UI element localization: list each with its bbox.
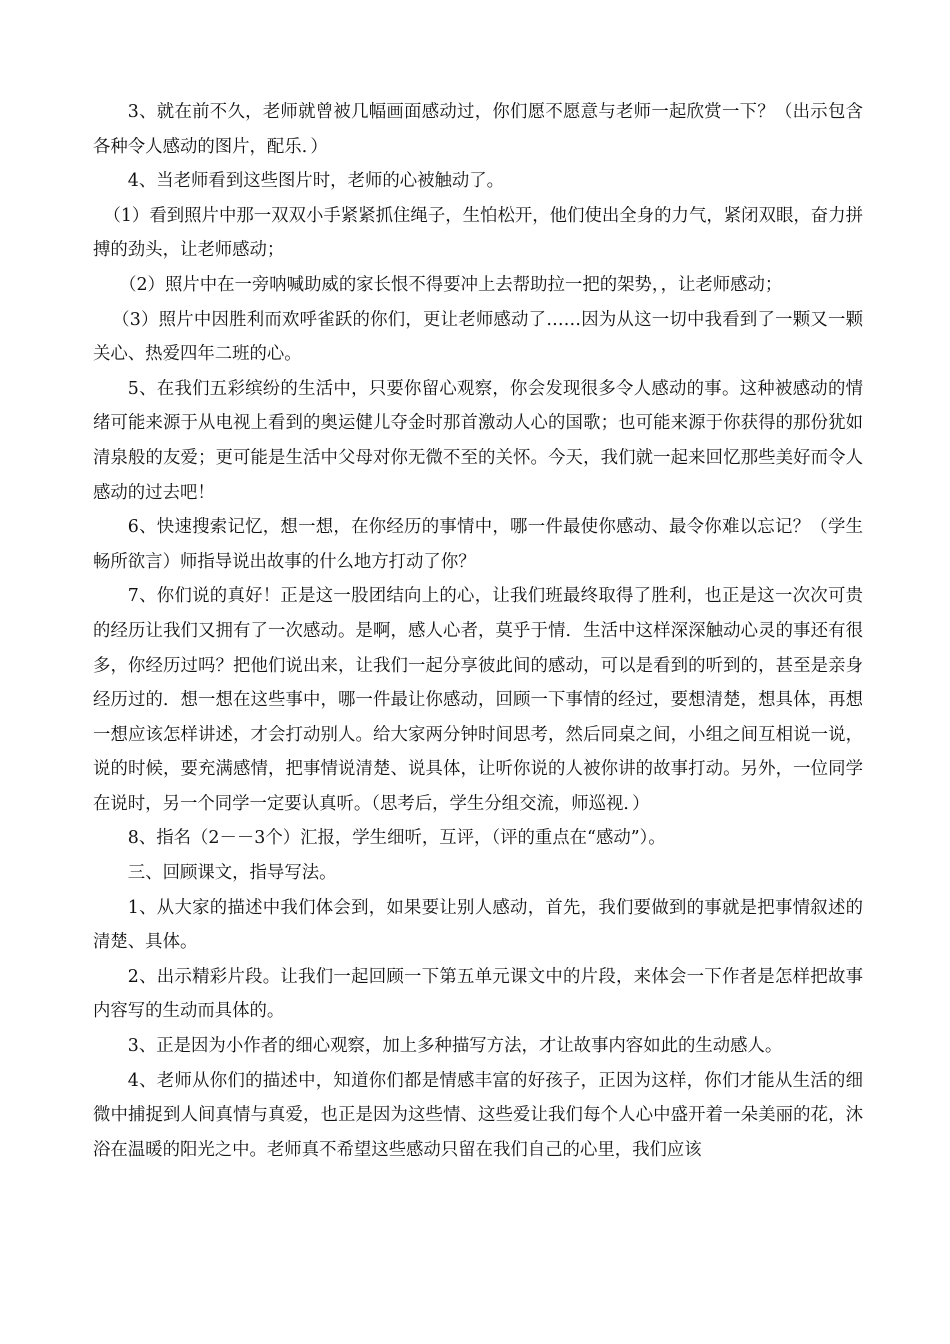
paragraph-sub-2: （2）照片中在一旁呐喊助威的家长恨不得要冲上去帮助拉一把的架势，，让老师感动； <box>119 274 783 295</box>
paragraph-step-5: 5、在我们五彩缤纷的生活中，只要你留心观察，你会发现很多令人感动的事。这种被感动的情绪可能来源于从电视上看到的奥运健儿夺金时那首激动人心的国歌；也可能来源于你获得的那份犹如清泉般的友爱；更可能是生活中父母对你无微不至的关怀。今天，我们就一起来回忆那些美好而令人感动的过去吧！ <box>93 378 863 503</box>
section-heading-3: 三、回顾课文，指导写法。 <box>127 863 337 884</box>
paragraph-writing-2: 2、出示精彩片段。让我们一起回顾一下第五单元课文中的片段，来体会一下作者是怎样把故事内容写的生动而具体的。 <box>93 966 863 1022</box>
document-page <box>93 95 863 1167</box>
paragraph-writing-3: 3、正是因为小作者的细心观察，加上多种描写方法，才让故事内容如此的生动感人。 <box>127 1036 783 1057</box>
paragraph-sub-3: （3）照片中因胜利而欢呼雀跃的你们，更让老师感动了……因为从这一切中我看到了一颗又一颗关心、热爱四年二班的心。 <box>93 309 863 365</box>
paragraph-step-8: 8、指名（2－－3个）汇报，学生细听，互评，（评的重点在“感动”）。 <box>127 828 666 849</box>
paragraph-writing-1: 1、从大家的描述中我们体会到，如果要让别人感动，首先，我们要做到的事就是把事情叙述的清楚、具体。 <box>93 897 863 953</box>
paragraph-step-3: 3、就在前不久，老师就曾被几幅画面感动过，你们愿不愿意与老师一起欣赏一下？（出示包含各种令人感动的图片，配乐．） <box>93 102 863 157</box>
paragraph-writing-4: 4、老师从你们的描述中，知道你们都是情感丰富的好孩子，正因为这样，你们才能从生活的细微中捕捉到人间真情与真爱，也正是因为这些情、这些爱让我们每个人心中盛开着一朵美丽的花，沐浴在温暖的阳光之中。老师真不希望这些感动只留在我们自己的心里，我们应该 <box>93 1070 863 1160</box>
paragraph-step-7: 7、你们说的真好！正是这一股团结向上的心，让我们班最终取得了胜利，也正是这一次次可贵的经历让我们又拥有了一次感动。是啊，感人心者，莫乎于情．生活中这样深深触动心灵的事还有很多，你经历过吗？把他们说出来，让我们一起分享彼此间的感动，可以是看到的听到的，甚至是亲身经历过的．想一想在这些事中，哪一件最让你感动，回顾一下事情的经过，要想清楚，想具体，再想一想应该怎样讲述，才会打动别人。给大家两分钟时间思考，然后同桌之间，小组之间互相说一说，说的时候，要充满感情，把事情说清楚、说具体，让听你说的人被你讲的故事打动。另外，一位同学在说时，另一个同学一定要认真听。（思考后，学生分组交流，师巡视．） <box>93 586 863 814</box>
paragraph-step-6: 6、快速搜索记忆，想一想，在你经历的事情中，哪一件最使你感动、最令你难以忘记？（学生畅所欲言）师指导说出故事的什么地方打动了你？ <box>93 517 863 572</box>
paragraph-sub-1: （1）看到照片中那一双双小手紧紧抓住绳子，生怕松开，他们使出全身的力气，紧闭双眼，奋力拼搏的劲头，让老师感动； <box>93 205 863 261</box>
paragraph-step-4: 4、当老师看到这些图片时，老师的心被触动了。 <box>127 171 505 192</box>
